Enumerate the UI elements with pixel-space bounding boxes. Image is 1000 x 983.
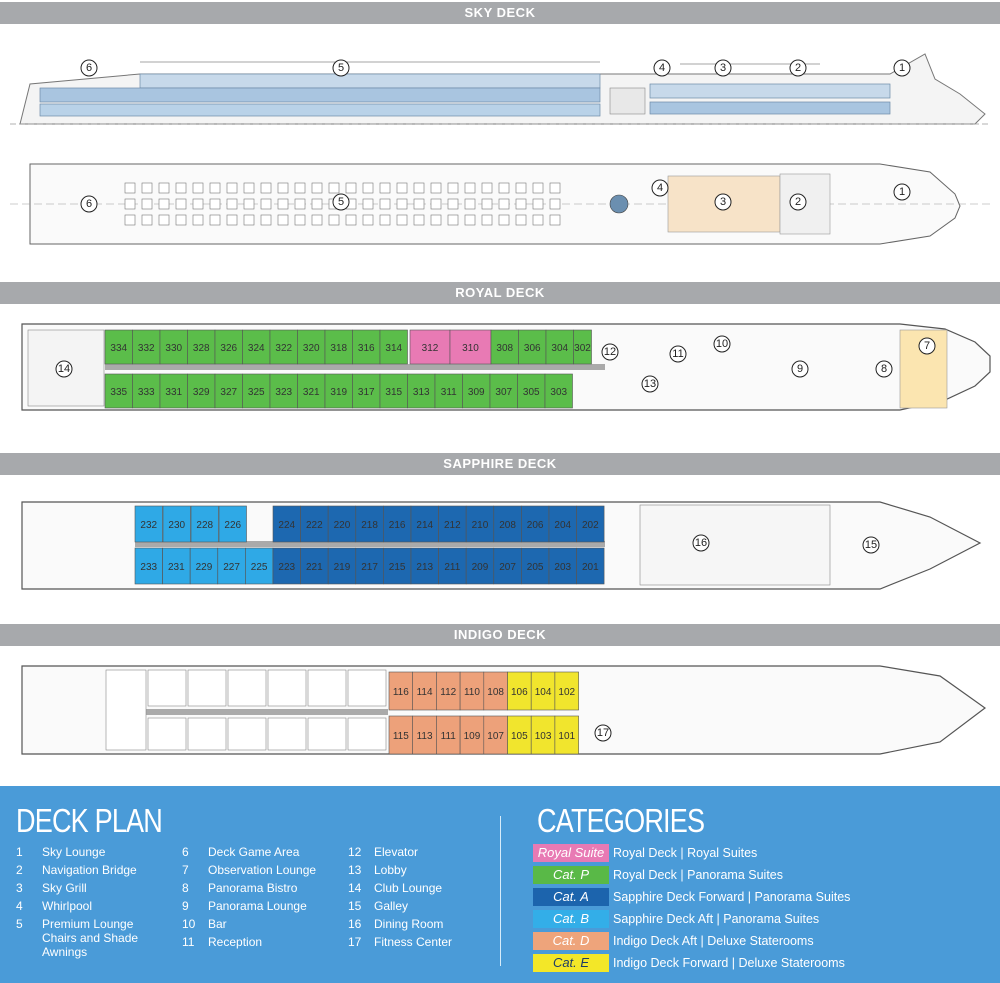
svg-text:11: 11 <box>672 348 684 360</box>
cabin-number: 211 <box>444 562 461 573</box>
callout-marker <box>642 376 658 392</box>
cabin <box>328 548 356 584</box>
cabin-number: 218 <box>361 520 378 531</box>
cabin <box>105 330 133 364</box>
deck-plan-item: 13 Lobby <box>348 863 407 877</box>
cabin <box>494 548 522 584</box>
deck-plan-item: 14 Club Lounge <box>348 881 443 895</box>
callout-marker <box>792 361 808 377</box>
callout-marker <box>654 60 670 76</box>
cabin <box>490 374 518 408</box>
cabin-number: 209 <box>471 562 489 573</box>
category-desc: Royal Deck | Royal Suites <box>613 846 758 860</box>
cabin-number: 333 <box>137 387 155 398</box>
category-chip: Cat. P <box>533 866 609 884</box>
deck-plan-item: 1 Sky Lounge <box>16 845 106 859</box>
deck-plan-item: 4 Whirlpool <box>16 899 93 913</box>
svg-text:1: 1 <box>898 186 906 198</box>
deck-plan-item: 9 Panorama Lounge <box>182 899 307 913</box>
categories-title: CATEGORIES <box>537 802 705 839</box>
callout-marker <box>714 336 730 352</box>
cabin <box>466 506 494 542</box>
cabin-number: 104 <box>534 687 552 698</box>
deck-plan-item: 7 Observation Lounge <box>182 863 317 877</box>
cabin <box>301 506 329 542</box>
svg-text:2: 2 <box>794 196 802 208</box>
svg-text:14: 14 <box>57 363 71 375</box>
deck-plan-item: 12 Elevator <box>348 845 419 859</box>
deck-plan-item: 16 Dining Room <box>348 917 444 931</box>
cabin-number: 210 <box>471 520 489 531</box>
cabin-number: 222 <box>306 520 323 531</box>
cabin-number: 230 <box>168 520 186 531</box>
cabin-number: 228 <box>196 520 214 531</box>
cabin <box>245 548 273 584</box>
royal-deck-header: ROYAL DECK <box>0 282 1000 304</box>
category-desc: Indigo Deck Aft | Deluxe Staterooms <box>613 934 814 948</box>
cabin <box>435 374 463 408</box>
cabin <box>531 672 555 710</box>
cabin-number: 320 <box>302 343 320 354</box>
cabin-number: 103 <box>534 731 552 742</box>
category-row <box>533 866 783 884</box>
cabin <box>105 374 133 408</box>
svg-text:9: 9 <box>796 363 804 375</box>
cabin-number: 327 <box>220 387 238 398</box>
cabin <box>439 548 467 584</box>
sapphire-deck-plan <box>0 475 1000 621</box>
category-chip: Cat. A <box>533 888 609 906</box>
cabin-number: 322 <box>275 343 293 354</box>
cabin <box>298 330 326 364</box>
cabin-number: 203 <box>554 562 572 573</box>
cabin <box>383 548 411 584</box>
cabin <box>160 330 188 364</box>
cabin <box>270 330 298 364</box>
cabin <box>518 374 546 408</box>
cabin-number: 217 <box>361 562 378 573</box>
cabin <box>436 672 460 710</box>
cabin-number: 225 <box>250 562 268 573</box>
cabin-number: 219 <box>333 562 351 573</box>
cabin-number: 306 <box>523 343 541 354</box>
callout-marker <box>333 194 349 210</box>
cabin-number: 321 <box>302 387 320 398</box>
cabin-number: 220 <box>333 520 351 531</box>
sky-deck-plan <box>0 24 1000 280</box>
cabin <box>450 330 491 364</box>
svg-text:5: 5 <box>337 196 345 208</box>
cabin-number: 328 <box>192 343 210 354</box>
cabin <box>190 548 218 584</box>
deck-plan-item: 6 Deck Game Area <box>182 845 300 859</box>
cabin-number: 312 <box>421 343 439 354</box>
category-desc: Sapphire Deck Forward | Panorama Suites <box>613 890 851 904</box>
cabin-number: 108 <box>487 687 504 698</box>
deck-plan-item: 5 Premium Lounge Chairs and Shade Awnings <box>16 917 139 959</box>
cabin <box>191 506 219 542</box>
cabin <box>219 506 247 542</box>
cabin <box>411 506 439 542</box>
cabin-number: 304 <box>551 343 569 354</box>
svg-text:13: 13 <box>643 378 657 390</box>
callout-marker <box>670 346 686 362</box>
legend-divider <box>500 816 501 966</box>
legend-panel <box>0 786 1000 983</box>
cabin-number: 105 <box>511 731 528 742</box>
cabin-number: 316 <box>357 343 375 354</box>
svg-text:15: 15 <box>864 539 878 551</box>
svg-text:7: 7 <box>923 340 931 352</box>
cabin-number: 212 <box>444 520 461 531</box>
cabin <box>188 374 216 408</box>
cabin-number: 102 <box>558 687 576 698</box>
callout-marker <box>595 725 611 741</box>
callout-marker <box>863 537 879 553</box>
cabin <box>389 672 413 710</box>
cabin-number: 326 <box>220 343 238 354</box>
svg-text:10: 10 <box>715 338 729 350</box>
cabin <box>383 506 411 542</box>
cabin-number: 204 <box>554 520 572 531</box>
cabin <box>574 330 592 364</box>
category-row <box>533 910 819 928</box>
cabin-number: 201 <box>582 562 599 573</box>
cabin <box>491 330 519 364</box>
cabin <box>325 374 353 408</box>
cabin <box>243 374 271 408</box>
deck-plan-item: 10 Bar <box>182 917 227 931</box>
cabin-number: 116 <box>392 687 409 698</box>
cabin-number: 331 <box>165 387 183 398</box>
indigo-deck-header: INDIGO DECK <box>0 624 1000 646</box>
cabin <box>460 672 484 710</box>
cabin <box>494 506 522 542</box>
callout-marker <box>81 196 97 212</box>
svg-text:5: 5 <box>337 62 345 74</box>
cabin <box>555 672 579 710</box>
cabin-number: 319 <box>330 387 348 398</box>
cabin <box>410 330 450 364</box>
deck-plan-list-col1 <box>16 843 182 959</box>
sapphire-deck-header: SAPPHIRE DECK <box>0 453 1000 475</box>
cabin-number: 208 <box>499 520 516 531</box>
cabin <box>328 506 356 542</box>
cabin <box>546 330 574 364</box>
cabin-number: 232 <box>140 520 158 531</box>
svg-text:4: 4 <box>658 62 666 74</box>
category-chip: Cat. E <box>533 954 609 972</box>
cabin-number: 111 <box>440 731 456 742</box>
cabin <box>408 374 436 408</box>
cabin <box>135 548 163 584</box>
cabin <box>460 716 484 754</box>
cabin <box>436 716 460 754</box>
cabin-number: 334 <box>110 343 128 354</box>
cabin <box>133 330 161 364</box>
cabin-number: 223 <box>278 562 296 573</box>
cabin <box>163 548 191 584</box>
category-chip: Cat. D <box>533 932 609 950</box>
cabin <box>270 374 298 408</box>
cabin-number: 213 <box>416 562 434 573</box>
cabin-number: 309 <box>467 387 485 398</box>
cabin <box>215 374 243 408</box>
cabin <box>577 506 605 542</box>
deck-plan-list-col2 <box>182 843 348 951</box>
cabin <box>411 548 439 584</box>
cabin <box>325 330 353 364</box>
cabin-number: 231 <box>168 562 185 573</box>
callout-marker <box>894 184 910 200</box>
callout-marker <box>790 194 806 210</box>
category-row <box>533 954 845 972</box>
cabin-number: 216 <box>388 520 406 531</box>
cabin <box>545 374 573 408</box>
cabin-number: 313 <box>412 387 430 398</box>
cabin-number: 224 <box>278 520 296 531</box>
cabin-number: 330 <box>165 343 183 354</box>
cabin <box>521 548 549 584</box>
cabin <box>413 672 437 710</box>
cabin <box>531 716 555 754</box>
cabin-number: 323 <box>275 387 293 398</box>
callout-marker <box>715 60 731 76</box>
cabin <box>133 374 161 408</box>
callout-marker <box>693 535 709 551</box>
cabin-number: 335 <box>110 387 128 398</box>
cabin-number: 305 <box>522 387 540 398</box>
cabin-number: 315 <box>385 387 403 398</box>
cabin-number: 314 <box>385 343 403 354</box>
cabin <box>413 716 437 754</box>
cabin <box>160 374 188 408</box>
cabin-number: 110 <box>463 687 480 698</box>
svg-text:4: 4 <box>656 182 664 194</box>
cabin-number: 310 <box>462 343 479 354</box>
cabin <box>188 330 216 364</box>
category-chip: Cat. B <box>533 910 609 928</box>
cabin-number: 233 <box>140 562 158 573</box>
cabin <box>356 548 384 584</box>
sky-deck-header: SKY DECK <box>0 2 1000 24</box>
cabin <box>521 506 549 542</box>
cabin-number: 317 <box>357 387 375 398</box>
cabin <box>508 716 532 754</box>
sky-profile-view <box>10 54 990 124</box>
svg-text:1: 1 <box>898 62 906 74</box>
category-row <box>533 932 814 950</box>
cabin-number: 302 <box>574 343 591 354</box>
cabin <box>463 374 491 408</box>
deck-plan-list-col3 <box>348 843 514 951</box>
cabin <box>135 506 163 542</box>
svg-text:3: 3 <box>719 196 727 208</box>
cabin <box>380 330 408 364</box>
cabin <box>555 716 579 754</box>
cabin-number: 221 <box>306 562 323 573</box>
cabin <box>519 330 547 364</box>
cabin-number: 226 <box>224 520 242 531</box>
cabin-number: 329 <box>192 387 210 398</box>
svg-text:16: 16 <box>694 537 708 549</box>
indigo-deck-plan <box>0 646 1000 786</box>
cabin-number: 109 <box>463 731 481 742</box>
svg-text:8: 8 <box>880 363 888 375</box>
category-row <box>533 844 757 862</box>
category-desc: Indigo Deck Forward | Deluxe Staterooms <box>613 956 845 970</box>
cabin-number: 202 <box>582 520 599 531</box>
cabin-number: 215 <box>388 562 406 573</box>
cabin <box>439 506 467 542</box>
callout-marker <box>333 60 349 76</box>
cabin <box>508 672 532 710</box>
cabin-number: 101 <box>558 731 576 742</box>
svg-text:6: 6 <box>85 62 93 74</box>
cabin <box>218 548 246 584</box>
deck-plan-item: 3 Sky Grill <box>16 881 87 895</box>
cabin-number: 114 <box>416 687 433 698</box>
callout-marker <box>876 361 892 377</box>
callout-marker <box>894 60 910 76</box>
royal-deck-plan <box>0 304 1000 450</box>
cabin-number: 303 <box>550 387 568 398</box>
category-desc: Royal Deck | Panorama Suites <box>613 868 784 882</box>
cabin <box>163 506 191 542</box>
callout-marker <box>602 344 618 360</box>
svg-text:12: 12 <box>603 346 617 358</box>
cabin <box>298 374 326 408</box>
deck-plan-item: 17 Fitness Center <box>348 935 453 949</box>
category-row <box>533 888 850 906</box>
cabin <box>356 506 384 542</box>
category-chip: Royal Suite <box>533 844 609 862</box>
cabin-number: 308 <box>496 343 514 354</box>
callout-marker <box>652 180 668 196</box>
cabin <box>353 330 381 364</box>
cabin <box>549 548 577 584</box>
deck-plan-item: 11 Reception <box>182 935 263 949</box>
callout-marker <box>81 60 97 76</box>
cabin <box>353 374 381 408</box>
cabin-number: 227 <box>223 562 240 573</box>
cabin-number: 115 <box>392 731 409 742</box>
cabin-number: 318 <box>330 343 348 354</box>
category-desc: Sapphire Deck Aft | Panorama Suites <box>613 912 820 926</box>
callout-marker <box>56 361 72 377</box>
cabin-number: 106 <box>511 687 528 698</box>
callout-marker <box>790 60 806 76</box>
deck-plan-item: 15 Galley <box>348 899 409 913</box>
cabin <box>273 548 301 584</box>
cabin-number: 324 <box>247 343 265 354</box>
deck-plan-title: DECK PLAN <box>16 802 163 839</box>
cabin <box>484 672 508 710</box>
cabin <box>215 330 243 364</box>
cabin-number: 113 <box>416 731 433 742</box>
svg-text:6: 6 <box>85 198 93 210</box>
cabin-number: 112 <box>440 687 457 698</box>
cabin-number: 214 <box>416 520 434 531</box>
cabin-number: 307 <box>495 387 513 398</box>
callout-marker <box>919 338 935 354</box>
cabin <box>389 716 413 754</box>
cabin-number: 206 <box>526 520 544 531</box>
cabin-number: 332 <box>137 343 155 354</box>
cabin <box>549 506 577 542</box>
cabin-number: 311 <box>440 387 457 398</box>
cabin-number: 205 <box>526 562 544 573</box>
cabin <box>273 506 301 542</box>
svg-text:2: 2 <box>794 62 802 74</box>
cabin-number: 207 <box>499 562 516 573</box>
svg-text:17: 17 <box>596 727 610 739</box>
cabin-number: 325 <box>247 387 265 398</box>
svg-text:3: 3 <box>719 62 727 74</box>
cabin <box>243 330 271 364</box>
cabin <box>577 548 605 584</box>
deck-plan-item: 8 Panorama Bistro <box>182 881 298 895</box>
cabin <box>301 548 329 584</box>
cabin-number: 107 <box>487 731 504 742</box>
sky-top-view <box>10 164 990 244</box>
cabin <box>380 374 408 408</box>
cabin-number: 229 <box>195 562 213 573</box>
callout-marker <box>715 194 731 210</box>
cabin <box>484 716 508 754</box>
cabin <box>466 548 494 584</box>
deck-plan-item: 2 Navigation Bridge <box>16 863 137 877</box>
